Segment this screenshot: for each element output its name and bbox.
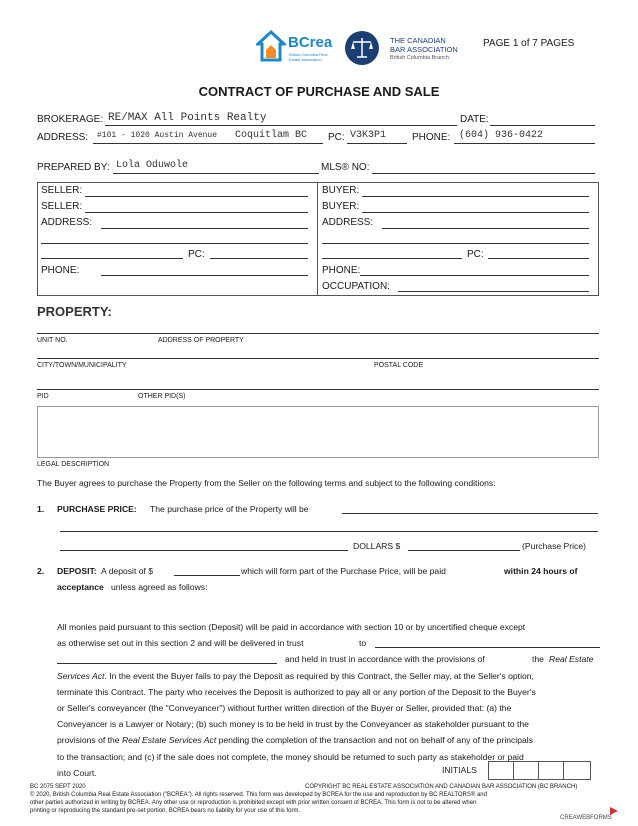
mls-field[interactable] [372,173,595,174]
seller2-field[interactable] [85,212,308,213]
para-line-2b: to [359,638,367,649]
para-line-4a: Services Act [57,670,105,681]
cba-logo [344,30,464,70]
purchase-price-words-line1[interactable] [342,513,598,514]
para-line-8 [57,732,602,748]
para-line-7: Conveyancer is a Lawyer or Notary; (b) such money is to be held in trust by the Conveyancer as stakeholder pursuant to the [57,719,529,730]
initials-box-3[interactable] [538,761,564,780]
buyer-phone-field[interactable] [360,275,589,276]
buyer2-field[interactable] [362,212,589,213]
pid-label: PID [37,393,49,400]
seller-address-label: ADDRESS: [41,217,93,228]
property-city-field[interactable] [37,358,599,359]
buyer-address-field[interactable] [382,228,589,229]
brokerage-label: BROKERAGE: [37,114,104,125]
section2-text-a: A deposit of $ [101,566,154,576]
para-line-2 [57,635,602,651]
buyer1-field[interactable] [362,196,589,197]
parties-box [37,182,599,296]
section2-text-b: which will form part of the Purchase Price, will be paid [241,566,446,576]
para-line-4b: . In the event the Buyer fails to pay the Deposit as required by this Contract, the Seller may, at the Seller's option, [104,670,534,681]
seller-pc-label: PC: [188,249,205,260]
brokerage-pc-field[interactable]: V3K3P1 [350,130,387,141]
creaweb-badge-text: CREAWEBFORMS [560,815,612,821]
seller-address-line3[interactable] [41,258,183,259]
property-pid-field[interactable] [37,389,599,390]
house-icon [256,30,286,64]
mls-label: MLS® NO: [321,162,370,173]
seller2-label: SELLER: [41,201,83,212]
buyer-occupation-field[interactable] [398,291,589,292]
buyer-pc-label: PC: [467,249,484,260]
brokerage-pc-label: PC: [328,132,345,143]
trustee-field[interactable] [375,647,600,648]
legal-description-label: LEGAL DESCRIPTION [37,461,110,468]
page-indicator: PAGE 1 of 7 PAGES [483,38,575,49]
bcrea-subtitle: British Columbia Real Estate Association [289,52,328,62]
para-line-10: into Court. [57,767,97,778]
section1-text: The purchase price of the Property will be [150,504,309,514]
bcrea-wordmark: BCrea [288,34,333,51]
buyer1-label: BUYER: [322,185,360,196]
buyer2-label: BUYER: [322,201,360,212]
seller1-label: SELLER: [41,185,83,196]
city-label: CITY/TOWN/MUNICIPALITY [37,362,127,369]
footer-line1: © 2020, British Columbia Real Estate Association ("BCREA"). All rights reserved. This form was developed by BCREA for the use and reproduction by BC REALTORS® and [30,792,487,798]
brokerage-phone-label: PHONE: [412,132,451,143]
seller-pc-field[interactable] [210,258,308,259]
property-unit-address-field[interactable] [37,333,599,334]
para-line-9: to the transaction; and (c) if the sale does not complete, the money should be returned to such party as stakeholder or paid [57,751,524,762]
brokerage-phone-field[interactable]: (604) 936-0422 [459,130,544,141]
brokerage-pc-underline [347,143,407,144]
page-title: CONTRACT OF PURCHASE AND SALE [198,84,440,99]
date-label: DATE: [460,114,489,125]
seller1-field[interactable] [85,196,308,197]
scales-icon [344,30,380,66]
deposit-amount-field[interactable] [174,575,240,576]
buyer-address-line2[interactable] [322,243,589,244]
deposit-paragraph [57,619,602,781]
para-line-8b: Real Estate Services Act [121,735,217,746]
initials-box-2[interactable] [513,761,539,780]
postal-label: POSTAL CODE [374,362,424,369]
date-field[interactable] [490,125,595,126]
section1-title: PURCHASE PRICE: [57,504,137,514]
property-heading: PROPERTY: [37,304,112,319]
para-line-8a: provisions of the [57,735,120,746]
buyer-phone-label: PHONE: [322,265,361,276]
section2-acceptance: acceptance [57,582,104,592]
para-line-2a: as otherwise set out in this section 2 and will be delivered in trust [57,638,304,649]
address-label: ADDRESS: [37,132,89,143]
para-line-5: terminate this Contract. The party who receives the Deposit is authorized to pay all or any portion of the Deposit to the Buyer's [57,686,536,697]
bcrea-logo [256,30,338,66]
form-code: BC 2075 SEPT 2020 [30,784,86,790]
purchase-price-words-line2[interactable] [60,531,598,532]
footer-line3: printing or reproducing the standard pre-set portion. BCREA bears no liability for your use of this form. [30,808,301,814]
para-line-1: All monies paid pursuant to this section (Deposit) will be paid in accordance with section 10 or by uncertified cheque except [57,622,526,632]
cba-line1: THE CANADIAN [390,36,446,45]
address-field[interactable]: #101 - 1020 Austin Avenue [97,131,218,140]
prepared-by-field[interactable]: Lola Oduwole [116,160,189,171]
dollars-label: DOLLARS $ [353,541,401,551]
purchase-price-words-line3[interactable] [60,550,348,551]
section2-title: DEPOSIT: [57,566,97,576]
seller-phone-field[interactable] [101,275,308,276]
prepared-by-label: PREPARED BY: [37,162,110,173]
buyer-occupation-label: OCCUPATION: [322,281,390,292]
city-field[interactable]: Coquitlam BC [235,130,308,141]
brokerage-phone-underline [454,143,595,144]
cba-line3: British Columbia Branch [390,55,449,61]
seller-address-field[interactable] [101,228,308,229]
unit-no-label: UNIT NO. [37,337,68,344]
brokerage-field[interactable]: RE/MAX All Points Realty [108,112,267,124]
brokerage-underline [105,125,457,126]
section1-number: 1. [37,504,45,514]
cba-line2: BAR ASSOCIATION [390,45,458,54]
section2-number: 2. [37,566,45,576]
other-pid-label: OTHER PID(S) [138,393,186,400]
buyer-pc-field[interactable] [488,258,589,259]
para-line-8c: pending the completion of the transaction and not on behalf of any of the principals [218,735,533,746]
intro-text: The Buyer agrees to purchase the Property from the Seller on the following terms and subject to the following conditions: [37,478,496,488]
property-address-label: ADDRESS OF PROPERTY [158,337,244,344]
footer-line2: other parties authorized in writing by BCREA. Any other use or reproduction is prohibited except with prior written consent of BCREA. This form is not to be altered when [30,800,477,806]
initials-label: INITIALS [442,765,477,775]
address-underline [93,143,323,144]
copyright-heading: COPYRIGHT BC REAL ESTATE ASSOCIATION AND CANADIAN BAR ASSOCIATION (BC BRANCH) [305,784,578,790]
initials-box-4[interactable] [563,761,591,780]
para-line-3b: the [532,654,544,665]
section2-bold-text: within 24 hours of [504,566,578,576]
arrow-icon [610,807,618,815]
purchase-price-amount[interactable] [408,550,520,551]
creaweb-badge [560,806,618,821]
para-line-3c: Real Estate [549,654,594,665]
trustee-field-line2[interactable] [57,663,277,664]
para-line-3 [57,651,602,667]
parties-divider [317,182,318,296]
seller-phone-label: PHONE: [41,265,80,276]
buyer-address-line3[interactable] [322,258,462,259]
seller-address-line2[interactable] [41,243,308,244]
para-line-6: or Seller's conveyancer (the "Conveyancer") without further written direction of the Buyer or Seller, provided that: (a) the [57,702,512,713]
purchase-price-suffix: (Purchase Price) [522,541,586,551]
para-line-4 [57,668,602,684]
initials-box-1[interactable] [488,761,514,780]
para-line-3a: and held in trust in accordance with the provisions of [285,654,485,665]
section2-line2: unless agreed as follows: [111,582,208,592]
buyer-address-label: ADDRESS: [322,217,374,228]
prepared-by-underline [113,173,319,174]
legal-description-field[interactable] [37,406,599,458]
